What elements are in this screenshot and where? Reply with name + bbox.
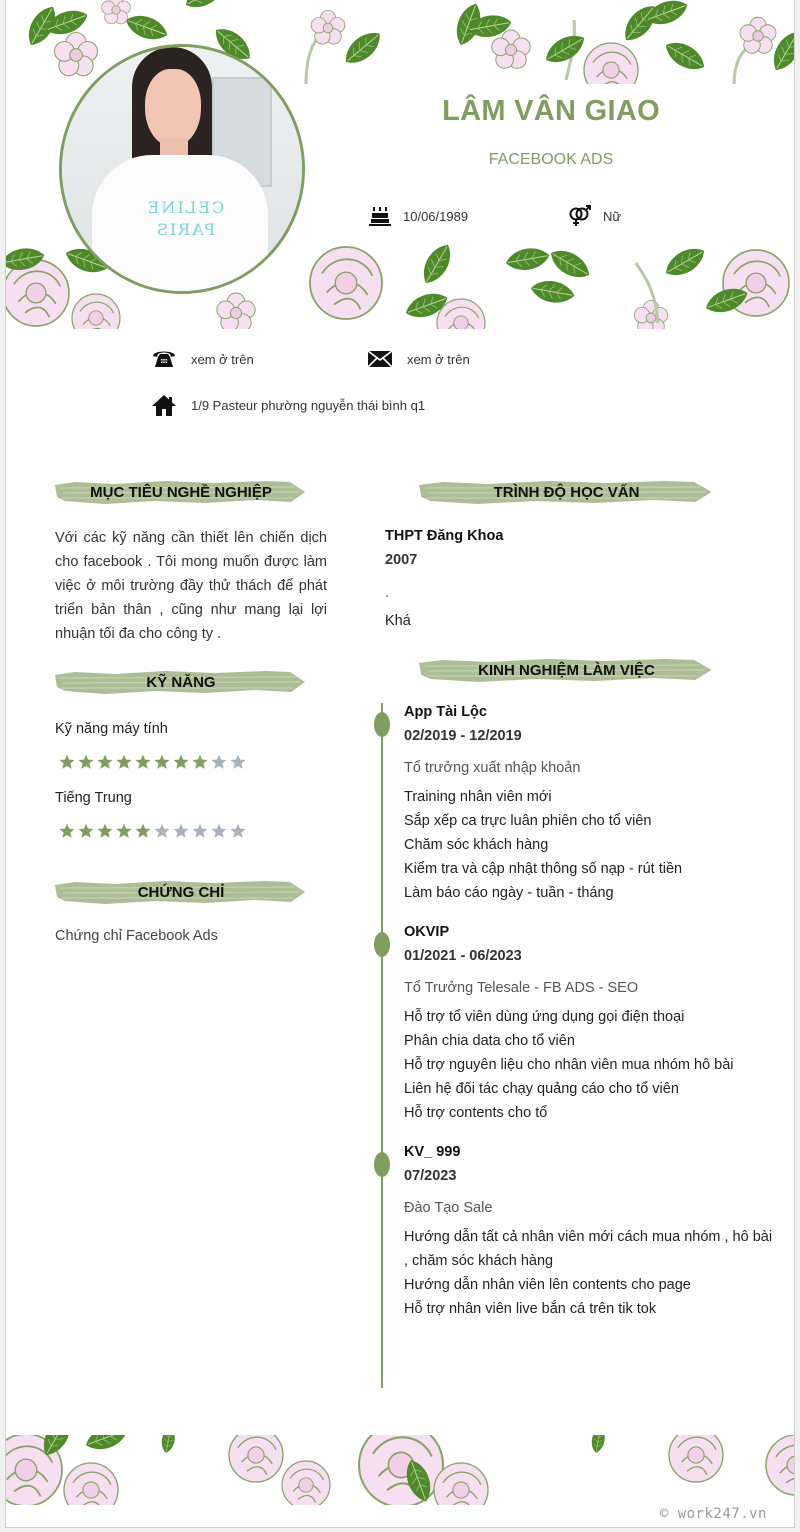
skill-name: Kỹ năng máy tính [55, 721, 168, 737]
timeline-dot [374, 712, 390, 737]
education-major: . [385, 585, 390, 601]
skill-rating [59, 754, 246, 770]
job-duty: Hỗ trợ nhân viên live bắn cá trên tik tok [404, 1301, 657, 1317]
job-duty: Kiểm tra và cập nhật thông số nạp - rút tiền [404, 861, 683, 877]
job-duty: Hỗ trợ contents cho tổ [404, 1105, 548, 1121]
job-role: Tổ Trưởng Telesale - FB ADS - SEO [404, 980, 639, 996]
job-duties [404, 1225, 779, 1321]
job-period: 07/2023 [404, 1168, 457, 1184]
objective-heading: MỤC TIÊU NGHỀ NGHIỆP [55, 479, 307, 505]
experience-heading: KINH NGHIỆM LÀM VIỆC [419, 657, 714, 683]
objective-text: Với các kỹ năng cần thiết lên chiến dịch cho facebook . Tôi mong muốn được làm việc ở môi trường đầy thử thách để phát triển bản thân , cũng như mang lại lợi nhuận tối đa cho công ty . [55, 530, 327, 642]
job-duty: Sắp xếp ca trực luân phiên cho tổ viên [404, 813, 652, 829]
certificate-item: Chứng chỉ Facebook Ads [55, 928, 218, 944]
gender-info [568, 205, 621, 227]
job-duty: Hỗ trợ nguyên liệu cho nhân viên mua nhóm hô bài [404, 1057, 734, 1073]
timeline-dot [374, 1152, 390, 1177]
job-duty: Hỗ trợ tổ viên dùng ứng dụng gọi điện thoại [404, 1009, 685, 1025]
job-duty: Hướng dẫn nhân viên lên contents cho page [404, 1277, 691, 1293]
star-filled-icon [192, 754, 208, 770]
candidate-name: LÂM VÂN GIAO [442, 95, 660, 127]
gender-icon [568, 205, 592, 227]
star-filled-icon [59, 823, 75, 839]
education-heading: TRÌNH ĐỘ HỌC VẤN [419, 479, 714, 505]
star-empty-icon [211, 823, 227, 839]
star-filled-icon [116, 754, 132, 770]
star-filled-icon [135, 754, 151, 770]
job-entry [404, 1140, 779, 1321]
star-filled-icon [173, 754, 189, 770]
star-empty-icon [230, 754, 246, 770]
candidate-job-title: FACEBOOK ADS [488, 151, 614, 168]
skill-name: Tiếng Trung [55, 790, 132, 806]
education-school: THPT Đăng Khoa [385, 528, 504, 544]
envelope-icon [367, 348, 393, 370]
copyright-text: © work247.vn [659, 1506, 767, 1522]
telephone-icon [151, 348, 177, 370]
job-role: Đào Tạo Sale [404, 1200, 493, 1216]
floral-decoration-bottom [6, 1435, 795, 1505]
star-filled-icon [59, 754, 75, 770]
job-role: Tổ trưởng xuất nhập khoản [404, 760, 581, 776]
star-filled-icon [97, 754, 113, 770]
star-filled-icon [116, 823, 132, 839]
job-duty: Chăm sóc khách hàng [404, 837, 549, 853]
birthday-cake-icon [368, 205, 392, 227]
job-company: OKVIP [404, 924, 450, 940]
star-empty-icon [211, 754, 227, 770]
job-duty: Training nhân viên mới [404, 789, 552, 805]
skill-rating [59, 823, 246, 839]
job-duties [404, 1005, 779, 1125]
star-empty-icon [192, 823, 208, 839]
star-empty-icon [154, 823, 170, 839]
job-duties [404, 785, 779, 905]
job-duty: Phân chia data cho tổ viên [404, 1033, 575, 1049]
job-company: App Tài Lộc [404, 704, 487, 720]
skills-heading: KỸ NĂNG [55, 669, 307, 695]
experience-timeline [381, 703, 383, 1388]
star-empty-icon [230, 823, 246, 839]
address-info [151, 394, 425, 416]
job-duty: Làm báo cáo ngày - tuần - tháng [404, 885, 614, 901]
phone-value: xem ở trên [191, 351, 254, 367]
job-period: 01/2021 - 06/2023 [404, 948, 522, 964]
job-duty: Liên hệ đối tác chạy quảng cáo cho tổ viên [404, 1081, 679, 1097]
star-filled-icon [135, 823, 151, 839]
star-empty-icon [173, 823, 189, 839]
gender-value: Nữ [603, 208, 622, 224]
job-company: KV_ 999 [404, 1144, 461, 1160]
job-entry [404, 920, 779, 1125]
email-info [367, 348, 470, 370]
certificates-heading: CHỨNG CHỈ [55, 879, 307, 905]
profile-photo: CELINE PARIS [59, 44, 305, 294]
phone-info [151, 348, 254, 370]
star-filled-icon [97, 823, 113, 839]
star-filled-icon [154, 754, 170, 770]
address-value: 1/9 Pasteur phường nguyễn thái bình q1 [191, 397, 426, 413]
education-year: 2007 [385, 552, 418, 568]
star-filled-icon [78, 823, 94, 839]
home-icon [151, 394, 177, 416]
email-value: xem ở trên [407, 351, 470, 367]
job-duty: Hướng dẫn tất cả nhân viên mới cách mua nhóm , hô bài , chăm sóc khách hàng [404, 1229, 773, 1269]
star-filled-icon [78, 754, 94, 770]
birthday-info [368, 205, 468, 227]
job-period: 02/2019 - 12/2019 [404, 728, 522, 744]
job-entry [404, 700, 779, 905]
cv-page [5, 0, 795, 1528]
timeline-dot [374, 932, 390, 957]
education-grade: Khá [385, 613, 411, 629]
birthday-value: 10/06/1989 [403, 208, 469, 224]
